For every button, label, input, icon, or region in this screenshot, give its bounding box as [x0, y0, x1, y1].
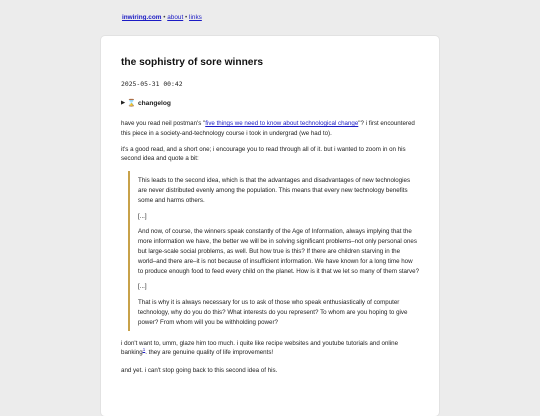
hourglass-icon: ⌛ — [127, 100, 136, 107]
quote-paragraph-2: And now, of course, the winners speak constantly of the Age of Information, always implying that the more information we have, the better we will be in solving significant problems–not only personal ones but large-scale social problems, as well. But how true is this? If there are children starving in the world–and there are–it is not because of insufficient information. We have known for a long time how to produce enough food to feed every child on the planet. How is it that we let so many of them starve? — [138, 228, 420, 275]
reflection-text-start: i don't want to, umm, glaze him too much. i quite like recipe websites and youtube tutorials and online banking — [121, 339, 399, 357]
post-card — [101, 36, 439, 416]
quote-ellipsis-2: [...] — [138, 283, 147, 291]
intro-paragraph — [121, 119, 419, 139]
changelog-label: changelog — [137, 100, 171, 107]
nav-about-link[interactable]: about — [167, 14, 184, 21]
intro-text-end: "? i first encountered this piece in a society-and-technology course i took in undergrad (we had to). — [121, 120, 415, 137]
top-nav — [122, 13, 202, 22]
quote-paragraph-3: That is why it is always necessary for us to ask of those who speak enthusiastically of computer technology, why do you do this? What interests do you represent? To whom are you hoping to give power? From whom will you be withholding power? — [138, 299, 408, 326]
second-paragraph: it's a good read, and a short one; i encourage you to read through all of it. but i wanted to zoom in on his second idea and quote a bit: — [121, 145, 406, 163]
intro-text-start: have you read neil postman's " — [121, 120, 206, 127]
post-content — [121, 56, 419, 376]
quote-paragraph-1: This leads to the second idea, which is that the advantages and disadvantages of new technologies are never distributed evenly among the population. This means that every new technology benefits some and harms others. — [138, 177, 411, 204]
reflection-text-end: . they are genuine quality of life improvements! — [145, 349, 274, 357]
blockquote — [128, 171, 419, 330]
quote-ellipsis-1: [...] — [138, 212, 147, 220]
reflection-paragraph — [121, 339, 419, 359]
footnote-link[interactable]: 1 — [142, 347, 146, 353]
post-date: 2025-05-31 00:42 — [121, 80, 183, 88]
site-home-link[interactable]: inwiring.com — [122, 14, 162, 21]
closing-paragraph: and yet. i can't stop going back to this second idea of his. — [121, 367, 278, 375]
postman-article-link[interactable]: five things we need to know about technological change — [205, 120, 359, 127]
post-title: the sophistry of sore winners — [121, 57, 264, 68]
changelog-toggle[interactable] — [121, 99, 419, 108]
nav-links-link[interactable]: links — [189, 14, 202, 21]
triangle-right-icon: ▶ — [121, 100, 126, 106]
nav-separator: • — [185, 14, 188, 21]
nav-separator: • — [163, 14, 166, 21]
